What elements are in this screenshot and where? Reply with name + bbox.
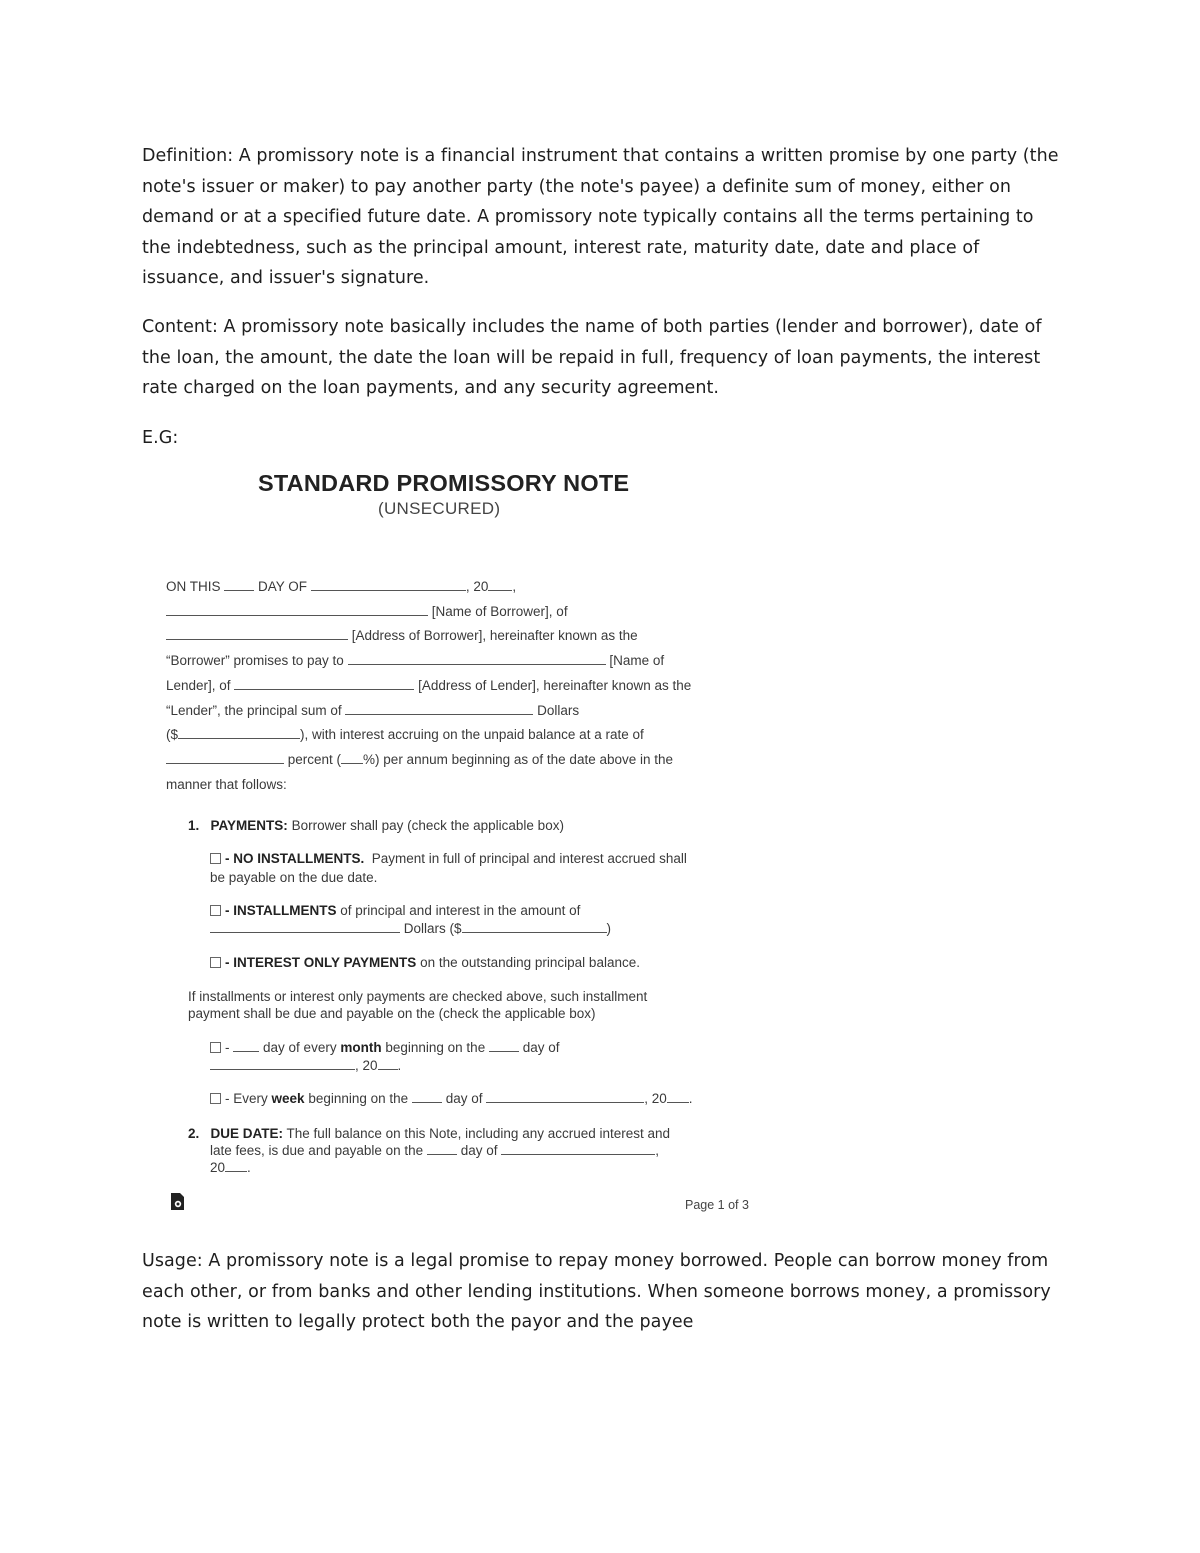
content-paragraph: Content: A promissory note basically includes the name of both parties (lender and borrower), date of the loan, the amount, the date the loan will be repaid in full, frequency of loan payments, the interest rate charged on the loan payments, and any security agreement. — [142, 317, 1042, 398]
option-weekly: - Every week beginning on the day of , 20 . — [210, 1091, 693, 1106]
note-line: percent ( %) per annum beginning as of the date above in the — [166, 752, 673, 767]
note-line: be payable on the due date. — [210, 870, 378, 885]
note-line: [Name of Borrower], of — [166, 604, 568, 619]
checkbox-icon[interactable] — [210, 853, 221, 864]
note-line: 20 . — [210, 1160, 251, 1175]
note-line: , 20 . — [210, 1058, 401, 1073]
note-line: manner that follows: — [166, 777, 287, 792]
example-label: E.G: — [142, 428, 179, 448]
checkbox-icon[interactable] — [210, 905, 221, 916]
note-title: STANDARD PROMISSORY NOTE — [258, 470, 630, 496]
usage-paragraph: Usage: A promissory note is a legal promise to repay money borrowed. People can borrow money from each other, or from banks and other lending institutions. When someone borrows money, a promissory note is written to legally protect both the payor and the payee — [142, 1251, 1051, 1332]
checkbox-icon[interactable] — [210, 1093, 221, 1104]
note-line: “Lender”, the principal sum of Dollars — [166, 703, 580, 718]
note-line: If installments or interest only payments are checked above, such installment — [188, 989, 648, 1004]
checkbox-icon[interactable] — [210, 957, 221, 968]
document-logo-icon — [170, 1192, 185, 1211]
option-monthly: - day of every month beginning on the day of — [210, 1040, 560, 1055]
option-no-installments: - NO INSTALLMENTS. Payment in full of principal and interest accrued shall — [210, 851, 687, 866]
definition-paragraph: Definition: A promissory note is a financial instrument that contains a written promise by one party (the note's issuer or maker) to pay another party (the note's payee) a definite sum of money, either on demand or at a specified future date. A promissory note typically contains all the terms pertaining to the indebtedness, such as the principal amount, interest rate, maturity date, date and place of issuance, and issuer's signature. — [142, 146, 1059, 288]
note-line: Dollars ($ ) — [210, 921, 611, 936]
option-installments: - INSTALLMENTS of principal and interest in the amount of — [210, 903, 580, 918]
option-interest-only: - INTEREST ONLY PAYMENTS on the outstanding principal balance. — [210, 955, 640, 970]
note-subtitle: (UNSECURED) — [378, 499, 501, 518]
section-payments: 1. PAYMENTS: Borrower shall pay (check the applicable box) — [188, 818, 564, 833]
checkbox-icon[interactable] — [210, 1042, 221, 1053]
note-line: [Address of Borrower], hereinafter known as the — [166, 628, 638, 643]
section-due-date: 2. DUE DATE: The full balance on this Note, including any accrued interest and — [188, 1126, 671, 1141]
note-line: Lender], of [Address of Lender], hereinafter known as the — [166, 678, 692, 693]
note-line: payment shall be due and payable on the (check the applicable box) — [188, 1006, 596, 1021]
note-line: “Borrower” promises to pay to [Name of — [166, 653, 665, 668]
promissory-note-image — [150, 462, 770, 1222]
note-line: ($ ), with interest accruing on the unpaid balance at a rate of — [166, 727, 644, 742]
note-line: late fees, is due and payable on the day of , — [210, 1143, 660, 1158]
note-line: ON THIS DAY OF , 20 , — [166, 579, 517, 594]
page-number: Page 1 of 3 — [685, 1198, 749, 1212]
